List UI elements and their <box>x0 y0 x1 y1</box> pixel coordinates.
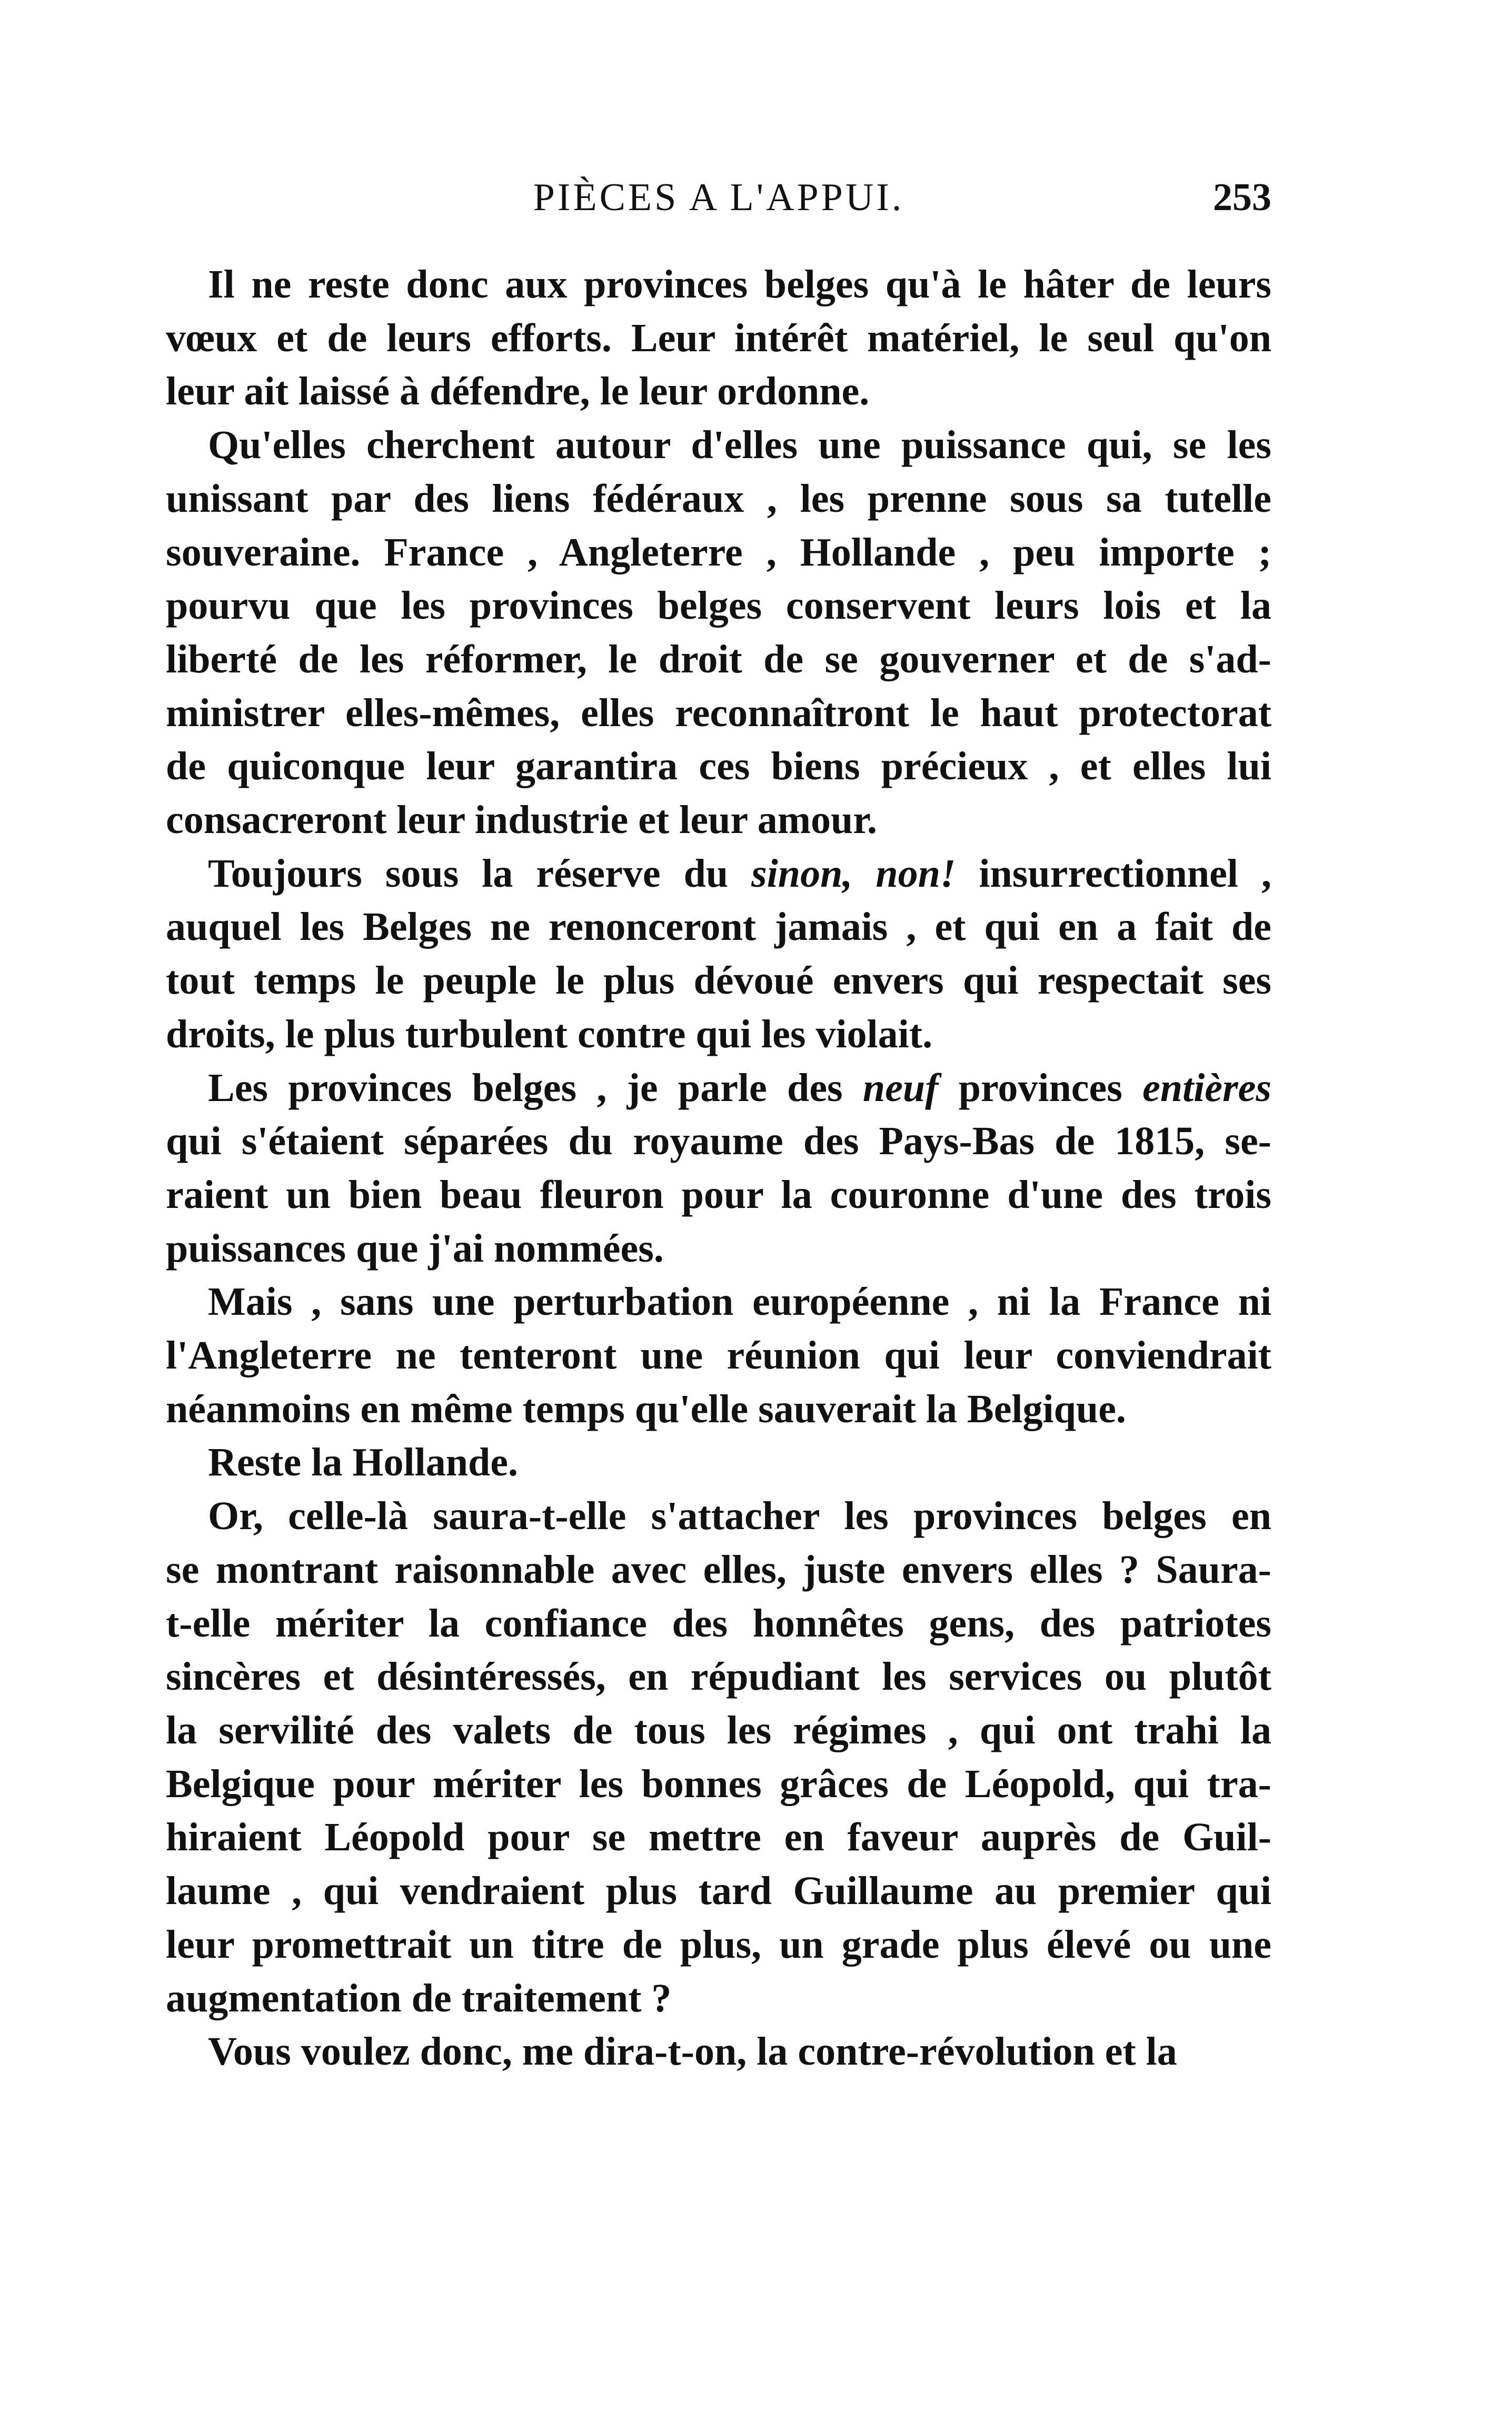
text-line: vœux et de leurs efforts. Leur intérêt matériel, le seul qu'on <box>166 315 1271 360</box>
text-line: sincères et désintéressés, en répudiant les services ou plutôt <box>166 1654 1271 1699</box>
text-line: laume , qui vendraient plus tard Guillaume au premier qui <box>166 1869 1271 1914</box>
paragraph <box>166 1062 1271 1276</box>
text-line: néanmoins en même temps qu'elle sauverait la Belgique. <box>166 1386 1126 1431</box>
text-line: Mais , sans une perturbation européenne , ni la France ni <box>208 1280 1271 1324</box>
paragraph <box>166 847 1271 1062</box>
italic-emphasis: neuf <box>862 1065 939 1110</box>
text-line: hiraient Léopold pour se mettre en faveur auprès de Guil- <box>166 1815 1271 1860</box>
paragraph <box>166 1490 1271 2025</box>
text-line: qui s'étaient séparées du royaume des Pays-Bas de 1815, se- <box>166 1119 1271 1164</box>
text-line: t-elle mériter la confiance des honnêtes gens, des patriotes <box>166 1601 1271 1645</box>
paragraph <box>166 419 1271 847</box>
italic-emphasis: entières <box>1142 1065 1271 1110</box>
page-number: 253 <box>1213 176 1271 219</box>
text-line: liberté de les réformer, le droit de se gouverner et de s'ad- <box>166 637 1271 681</box>
paragraph <box>166 2025 1271 2079</box>
text-line: augmentation de traitement ? <box>166 1976 672 2020</box>
running-header <box>166 174 1271 221</box>
body-text <box>166 258 1271 2079</box>
text-line: Qu'elles cherchent autour d'elles une puissance qui, se les <box>208 423 1271 468</box>
text-line: auquel les Belges ne renonceront jamais , et qui en a fait de <box>166 905 1271 949</box>
text-line: se montrant raisonnable avec elles, juste envers elles ? Saura- <box>166 1547 1271 1592</box>
text-line: tout temps le peuple le plus dévoué envers qui respectait ses <box>166 958 1271 1003</box>
text-line: leur ait laissé à défendre, le leur ordonne. <box>166 369 870 414</box>
text-line: Reste la Hollande. <box>208 1440 518 1485</box>
italic-emphasis: sinon, non! <box>751 851 956 896</box>
text-line: ministrer elles-mêmes, elles reconnaîtront le haut protectorat <box>166 690 1271 735</box>
text-line: pourvu que les provinces belges conservent leurs lois et la <box>166 583 1271 628</box>
text-line: Or, celle-là saura-t-elle s'attacher les provinces belges en <box>208 1494 1271 1539</box>
text-line: Vous voulez donc, me dira-t-on, la contre-révolution et la <box>208 2029 1177 2074</box>
text-line: Belgique pour mériter les bonnes grâces de Léopold, qui tra- <box>166 1761 1271 1806</box>
text-line: l'Angleterre ne tenteront une réunion qui leur conviendrait <box>166 1333 1271 1378</box>
text-line: Il ne reste donc aux provinces belges qu'à le hâter de leurs <box>208 262 1271 306</box>
paragraph <box>166 1436 1271 1490</box>
paragraph <box>166 1275 1271 1436</box>
text-line: de quiconque leur garantira ces biens précieux , et elles lui <box>166 744 1271 789</box>
text-line: consacreront leur industrie et leur amour. <box>166 798 878 842</box>
text-line: la servilité des valets de tous les régimes , qui ont trahi la <box>166 1708 1271 1752</box>
text-line: Les provinces belges , je parle des neuf provinces entières <box>208 1065 1271 1110</box>
running-title: PIÈCES A L'APPUI. <box>533 176 904 219</box>
text-line: droits, le plus turbulent contre qui les violait. <box>166 1012 933 1056</box>
text-line: souveraine. France , Angleterre , Hollande , peu importe ; <box>166 530 1271 574</box>
text-line: raient un bien beau fleuron pour la couronne d'une des trois <box>166 1172 1271 1217</box>
paragraph <box>166 258 1271 419</box>
text-line: puissances que j'ai nommées. <box>166 1226 664 1271</box>
text-line: unissant par des liens fédéraux , les prenne sous sa tutelle <box>166 476 1271 521</box>
text-line: leur promettrait un titre de plus, un grade plus élevé ou une <box>166 1922 1271 1967</box>
text-line: Toujours sous la réserve du sinon, non! insurrectionnel , <box>208 851 1271 896</box>
